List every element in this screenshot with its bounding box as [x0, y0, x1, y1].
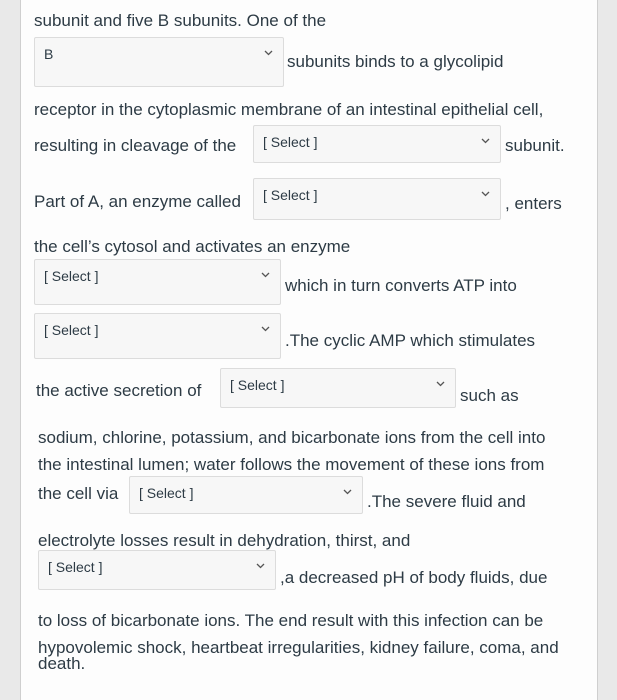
text-line: ,a decreased pH of body fluids, due: [280, 568, 548, 587]
text-line: receptor in the cytoplasmic membrane of an intestinal epithelial cell,: [34, 100, 544, 119]
dropdown-activated-enzyme[interactable]: [34, 259, 281, 305]
dropdown-b-subunit[interactable]: [34, 37, 284, 87]
text-line: resulting in cleavage of the: [34, 136, 237, 155]
dropdown-value: [ Select ]: [263, 187, 318, 203]
dropdown-value: B: [44, 46, 54, 62]
chevron-down-icon: [256, 561, 265, 570]
dropdown-value: [ Select ]: [44, 322, 99, 338]
dropdown-value: [ Select ]: [263, 134, 318, 150]
chevron-down-icon: [481, 136, 490, 145]
text-line: the active secretion of: [36, 381, 202, 400]
chevron-down-icon: [261, 270, 270, 279]
text-line: to loss of bicarbonate ions. The end result with this infection can be: [38, 611, 544, 630]
text-line: subunit and five B subunits. One of the: [34, 11, 327, 30]
dropdown-value: [ Select ]: [230, 377, 285, 393]
chevron-down-icon: [436, 379, 445, 388]
chevron-down-icon: [261, 324, 270, 333]
text-line: sodium, chlorine, potassium, and bicarbonate ions from the cell into: [38, 428, 546, 447]
dropdown-value: [ Select ]: [44, 268, 99, 284]
dropdown-cell-via[interactable]: [129, 476, 363, 514]
text-line: the cell via: [38, 484, 119, 503]
dropdown-symptom[interactable]: [38, 550, 276, 590]
dropdown-atp-product[interactable]: [34, 313, 281, 359]
chevron-down-icon: [343, 487, 352, 496]
dropdown-enzyme[interactable]: [253, 178, 501, 220]
text-line: .The cyclic AMP which stimulates: [285, 331, 536, 350]
text-line: .The severe fluid and: [367, 492, 526, 511]
text-line: such as: [460, 386, 519, 405]
text-line: the intestinal lumen; water follows the movement of these ions from: [38, 455, 545, 474]
chevron-down-icon: [481, 189, 490, 198]
dropdown-secretion[interactable]: [220, 368, 456, 408]
text-line: subunit.: [505, 136, 565, 155]
dropdown-value: [ Select ]: [48, 559, 103, 575]
text-line: hypovolemic shock, heartbeat irregularities, kidney failure, coma, and: [38, 638, 559, 657]
text-line: subunits binds to a glycolipid: [287, 52, 504, 71]
text-line: , enters: [505, 194, 562, 213]
chevron-down-icon: [264, 48, 273, 57]
question-panel: [20, 0, 598, 700]
dropdown-cleavage-subunit[interactable]: [253, 125, 501, 163]
text-line: the cell’s cytosol and activates an enzyme: [34, 237, 351, 256]
text-line: electrolyte losses result in dehydration, thirst, and: [38, 531, 411, 550]
dropdown-value: [ Select ]: [139, 485, 194, 501]
text-line: which in turn converts ATP into: [285, 276, 517, 295]
text-line: death.: [38, 654, 86, 673]
text-line: Part of A, an enzyme called: [34, 192, 241, 211]
